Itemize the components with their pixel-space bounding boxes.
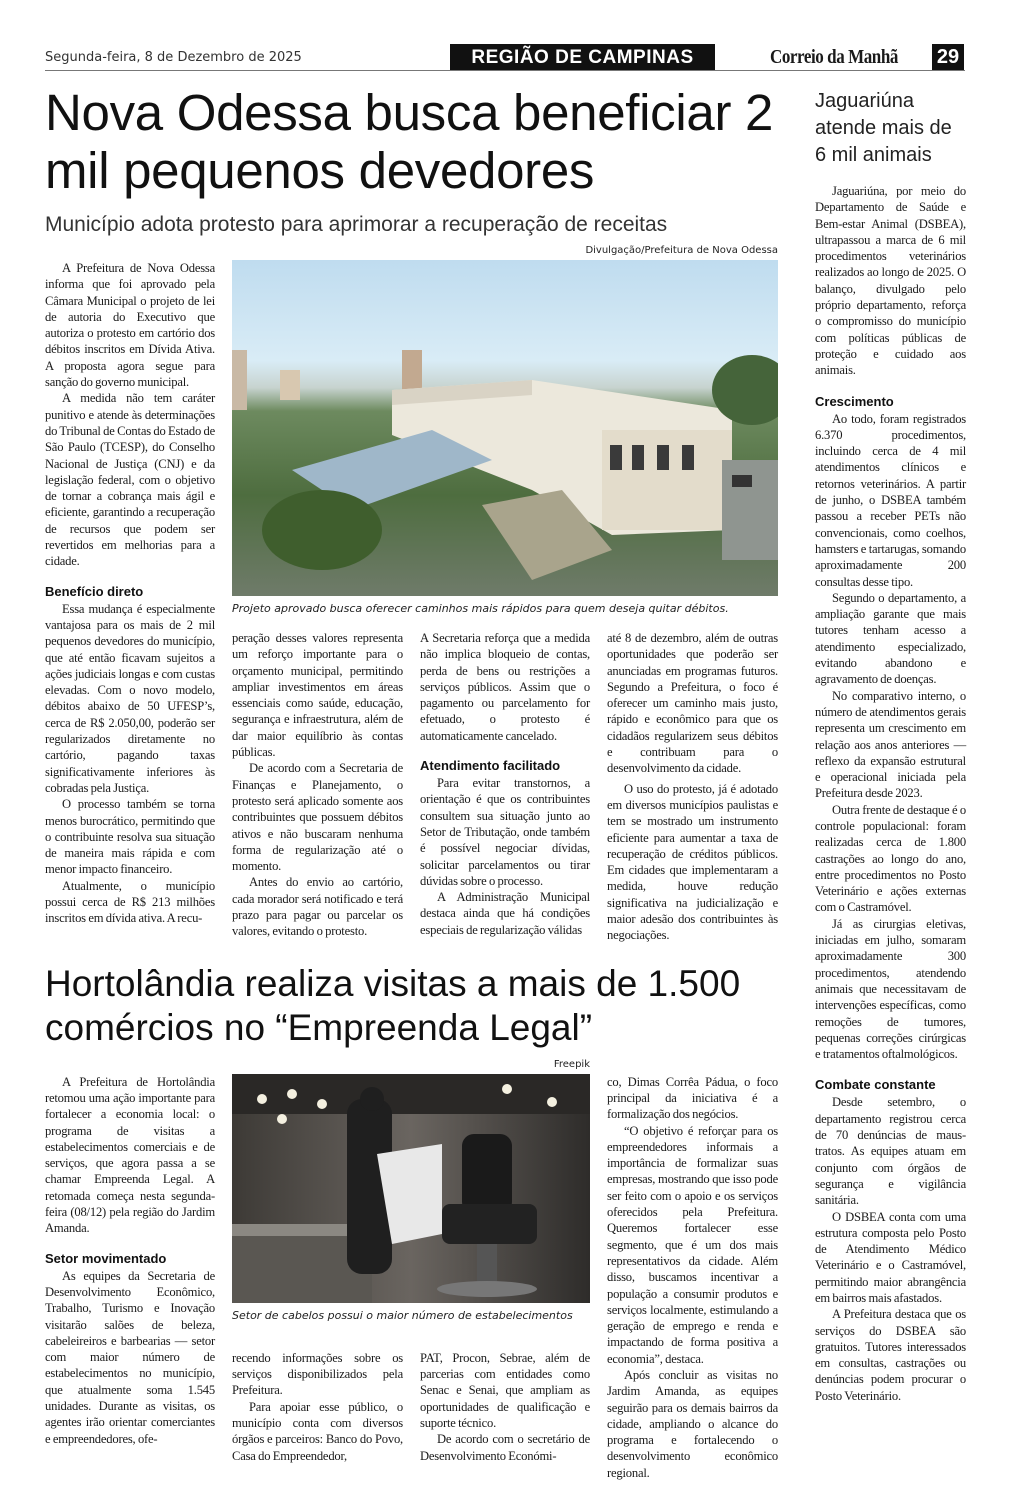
paragraph: até 8 de dezembro, além de outras oportunidades que poderão ser anunciadas em programas futuros. Segundo a Prefeitura, o foco é oferecer um caminho mais justo, rápido e econômico para que os cidadãos regularizem seus débitos e contribuam para o desenvolvimento da cidade.: [607, 631, 778, 776]
paragraph: Desde setembro, o departamento registrou cerca de 70 denúncias de maus-tratos. As equipes atuam em conjunto com órgãos de segurança e vigilância sanitária.: [815, 1095, 966, 1208]
paragraph: Ao todo, foram registrados 6.370 procedimentos, incluindo cerca de 4 mil atendimentos clínicos e retornos veterinários. A partir de junho, o DSBEA também passou a receber PETs não convencionais, como coelhos, hamsters e tartarugas, somando aproximadamente 200 consultas desse tipo.: [815, 411, 966, 589]
paragraph: Jaguariúna, por meio do Departamento de Saúde e Bem-estar Animal (DSBEA), ultrapassou a marca de 6 mil procedimentos veterinários realizados ao longo de 2025. O balanço, divulgado pelo próprio departamento, reforça o compromisso do município com políticas públicas de proteção e cuidado aos animais.: [815, 184, 966, 378]
paragraph: A Prefeitura de Nova Odessa informa que foi aprovado pela Câmara Municipal o projeto de lei de autoria do Executivo que autoriza o protesto em cartório dos débitos inscritos em Dívida Ativa. A proposta agora segue para sanção do governo municipal.: [45, 261, 215, 390]
article1-column-1: [45, 260, 215, 944]
paragraph: O uso do protesto, já é adotado em diversos municípios paulistas e tem se mostrado um instrumento eficiente para aumentar a taxa de recuperação de créditos públicos. Em cidades que implementaram a medida, houve redução significativa na judicialização e maior adesão dos contribuintes às negociações.: [607, 781, 778, 943]
paragraph: As equipes da Secretaria de Desenvolvimento Econômico, Trabalho, Turismo e Inovação visitarão salões de beleza, cabeleireiros e barbearias — setor com maior número de estabelecimentos no município, que atualmente soma 1.545 unidades. Durante as visitas, os agentes irão orientar comerciantes e empreendedores, ofe-: [45, 1268, 215, 1446]
barbershop-illustration: [232, 1074, 590, 1303]
article2-photo-credit: Freepik: [553, 1058, 590, 1070]
page-number: 29: [932, 44, 964, 71]
article2-column-2: [232, 1350, 403, 1481]
paragraph: O processo também se torna menos burocrático, permitindo que o contribuinte resolva sua situação de maneira mais rápida e com menor impacto financeiro.: [45, 797, 215, 877]
paragraph: No comparativo interno, o número de atendimentos gerais representa um crescimento em relação aos anos anteriores — reflexo da expansão estrutural e operacional iniciada pela Prefeitura desde 2023.: [815, 688, 966, 801]
paragraph: Outra frente de destaque é o controle populacional: foram realizadas cerca de 1.800 castrações ao longo do ano, entre procedimentos no Posto Veterinário e ações externas com o Castramóvel.: [815, 802, 966, 915]
sidebar: [815, 88, 966, 1404]
article1-caption: Projeto aprovado busca oferecer caminhos mais rápidos para quem deseja quitar débitos.: [232, 602, 729, 615]
subhead-atendimento-facilitado: Atendimento facilitado: [420, 758, 561, 774]
paragraph: Essa mudança é especialmente vantajosa para os mais de 2 mil pequenos devedores do município, que até então ficavam sujeitos a ações judiciais longas e com custas elevadas. Com o novo modelo, débitos abaixo de 50 UFESP’s, cerca de R$ 2.050,00, poderão ser regularizados diretamente no cartório, pagando taxas significativamente inferiores às cobradas pela Justiça.: [45, 601, 215, 795]
paragraph: De acordo com o secretário de Desenvolvimento Económi-: [420, 1432, 590, 1463]
paragraph: Para evitar transtornos, a orientação é que os contribuintes consultem sua situação junto ao Setor de Tributação, onde também é possível negociar dívidas, solicitar parcelamentos ou tirar dúvidas sobre o processo.: [420, 776, 590, 888]
paragraph: A Secretaria reforça que a medida não implica bloqueio de contas, perda de bens ou restrições a serviços públicos. Assim que o pagamento ou parcelamento for efetuado, o protesto é automaticamente cancelado.: [420, 631, 590, 743]
paragraph: Segundo o departamento, a ampliação garante que mais tutores tenham acesso a atendimento especializado, evitando abandono e agravamento de doenças.: [815, 590, 966, 687]
article2-column-1: [45, 1074, 215, 1481]
issue-date: Segunda-feira, 8 de Dezembro de 2025: [45, 50, 302, 65]
section-label: REGIÃO DE CAMPINAS: [450, 44, 715, 71]
header-rule: [45, 70, 965, 71]
paragraph: Após concluir as visitas no Jardim Amanda, as equipes seguirão para os demais bairros da cidade, ampliando o alcance do programa e fortalecendo o desenvolvimento econômico regional.: [607, 1367, 778, 1480]
paragraph: recendo informações sobre os serviços disponibilizados pela Prefeitura.: [232, 1350, 403, 1398]
article1-column-4: [607, 630, 778, 944]
subhead-setor-movimentado: Setor movimentado: [45, 1250, 167, 1266]
paragraph: Para apoiar esse público, o município conta com diversos órgãos e parceiros: Banco do Povo, Casa do Empreendedor,: [232, 1399, 403, 1463]
paragraph: A medida não tem caráter punitivo e atende às determinações do Tribunal de Contas do Estado de São Paulo (TCESP), do Conselho Nacional de Justiça (CNJ) e da legislação federal, com o objetivo de tornar a cobrança mais ágil e eficiente, garantindo a recuperação de recursos que podem ser revertidos em melhorias para a cidade.: [45, 391, 216, 569]
article1-photo: [232, 260, 778, 596]
paragraph: De acordo com a Secretaria de Finanças e Planejamento, o protesto será aplicado somente aos contribuintes que possuem débitos ativos e não buscaram nenhuma forma de regularização até o momento.: [232, 761, 403, 874]
article2-photo: [232, 1074, 590, 1303]
article1-subheadline: Município adota protesto para aprimorar a recuperação de receitas: [45, 213, 668, 236]
article1-column-3: [420, 630, 590, 944]
article1-photo-credit: Divulgação/Prefeitura de Nova Odessa: [585, 245, 778, 256]
article2-body: [45, 1050, 778, 1481]
main-stories: [45, 84, 778, 1481]
paragraph: PAT, Procon, Sebrae, além de parcerias com entidades como Senac e Senai, que ampliam as oportunidades de qualificação e suporte técnico.: [420, 1350, 590, 1430]
subhead-beneficio-direto: Benefício direto: [45, 583, 144, 599]
paragraph: Já as cirurgias eletivas, iniciadas em julho, somaram aproximadamente 300 procedimentos, atendendo animais que necessitavam de intervenções específicas, como remoções de tumores, pequenas correções cirúrgicas e tratamentos oftalmológicos.: [815, 916, 966, 1062]
paragraph: A Prefeitura de Hortolândia retomou uma ação importante para fortalecer a economia local: o programa de visitas a estabelecimentos comerciais e de serviços, que agora passa a se chamar Empreenda Legal. A retomada começa nesta segunda-feira (08/12) pela região do Jardim Amanda.: [45, 1074, 215, 1236]
article2-caption: Setor de cabelos possui o maior número de estabelecimentos: [232, 1308, 573, 1322]
article1-column-2: [232, 630, 403, 944]
article2-column-4: [607, 1074, 778, 1481]
paragraph: Atualmente, o município possui cerca de R$ 213 milhões inscritos em dívida ativa. A recu-: [45, 878, 215, 926]
newspaper-logo: Correio da Manhã: [770, 46, 898, 68]
sidebar-headline: Jaguariúna atende mais de 6 mil animais: [815, 90, 952, 166]
paragraph: co, Dimas Corrêa Pádua, o foco principal da iniciativa é a formalização dos negócios.: [607, 1074, 778, 1122]
subhead-crescimento: Crescimento: [815, 393, 894, 409]
article2-figure: [232, 1050, 590, 1340]
article1-figure: [232, 238, 778, 616]
article2-headline: Hortolândia realiza visitas a mais de 1.500 comércios no “Empreenda Legal”: [45, 962, 741, 1048]
article1-headline: Nova Odessa busca beneficiar 2 mil pequenos devedores: [45, 84, 774, 199]
article1-body: [45, 238, 778, 944]
paragraph: A Administração Municipal destaca ainda que há condições especiais de regularização válidas: [420, 890, 590, 937]
paragraph: “O objetivo é reforçar para os empreendedores informais a importância de formalizar suas empresas, mostrando que isso pode ser feito com o apoio e os serviços oferecidos pela Prefeitura. Queremos fortalecer esse segmento, que é um dos mais representativos da cidade. Além disso, buscamos incentivar a população a consumir produtos e serviços localmente, estimulando a geração de emprego e renda e impactando de forma positiva a economia”, destaca.: [607, 1123, 778, 1366]
paragraph: peração desses valores representa um reforço importante para o orçamento municipal, permitindo ampliar investimentos em áreas essenciais como saúde, educação, segurança e infraestrutura, além de dar maior equilíbrio às contas públicas.: [232, 631, 403, 760]
paragraph: A Prefeitura destaca que os serviços do DSBEA são gratuitos. Tutores interessados em consultas, castrações ou denúncias podem procurar o Posto Veterinário.: [815, 1307, 966, 1403]
subhead-combate-constante: Combate constante: [815, 1077, 936, 1093]
building-illustration: [232, 260, 778, 596]
paragraph: Antes do envio ao cartório, cada morador será notificado e terá prazo para pagar ou parcelar os valores, evitando o protesto.: [232, 875, 403, 939]
sidebar-column: [815, 183, 966, 1404]
article2-column-3: [420, 1350, 590, 1481]
paragraph: O DSBEA conta com uma estrutura composta pelo Posto de Atendimento Médico Veterinário e o Castramóvel, permitindo maior abrangência em bairros mais afastados.: [815, 1209, 966, 1305]
